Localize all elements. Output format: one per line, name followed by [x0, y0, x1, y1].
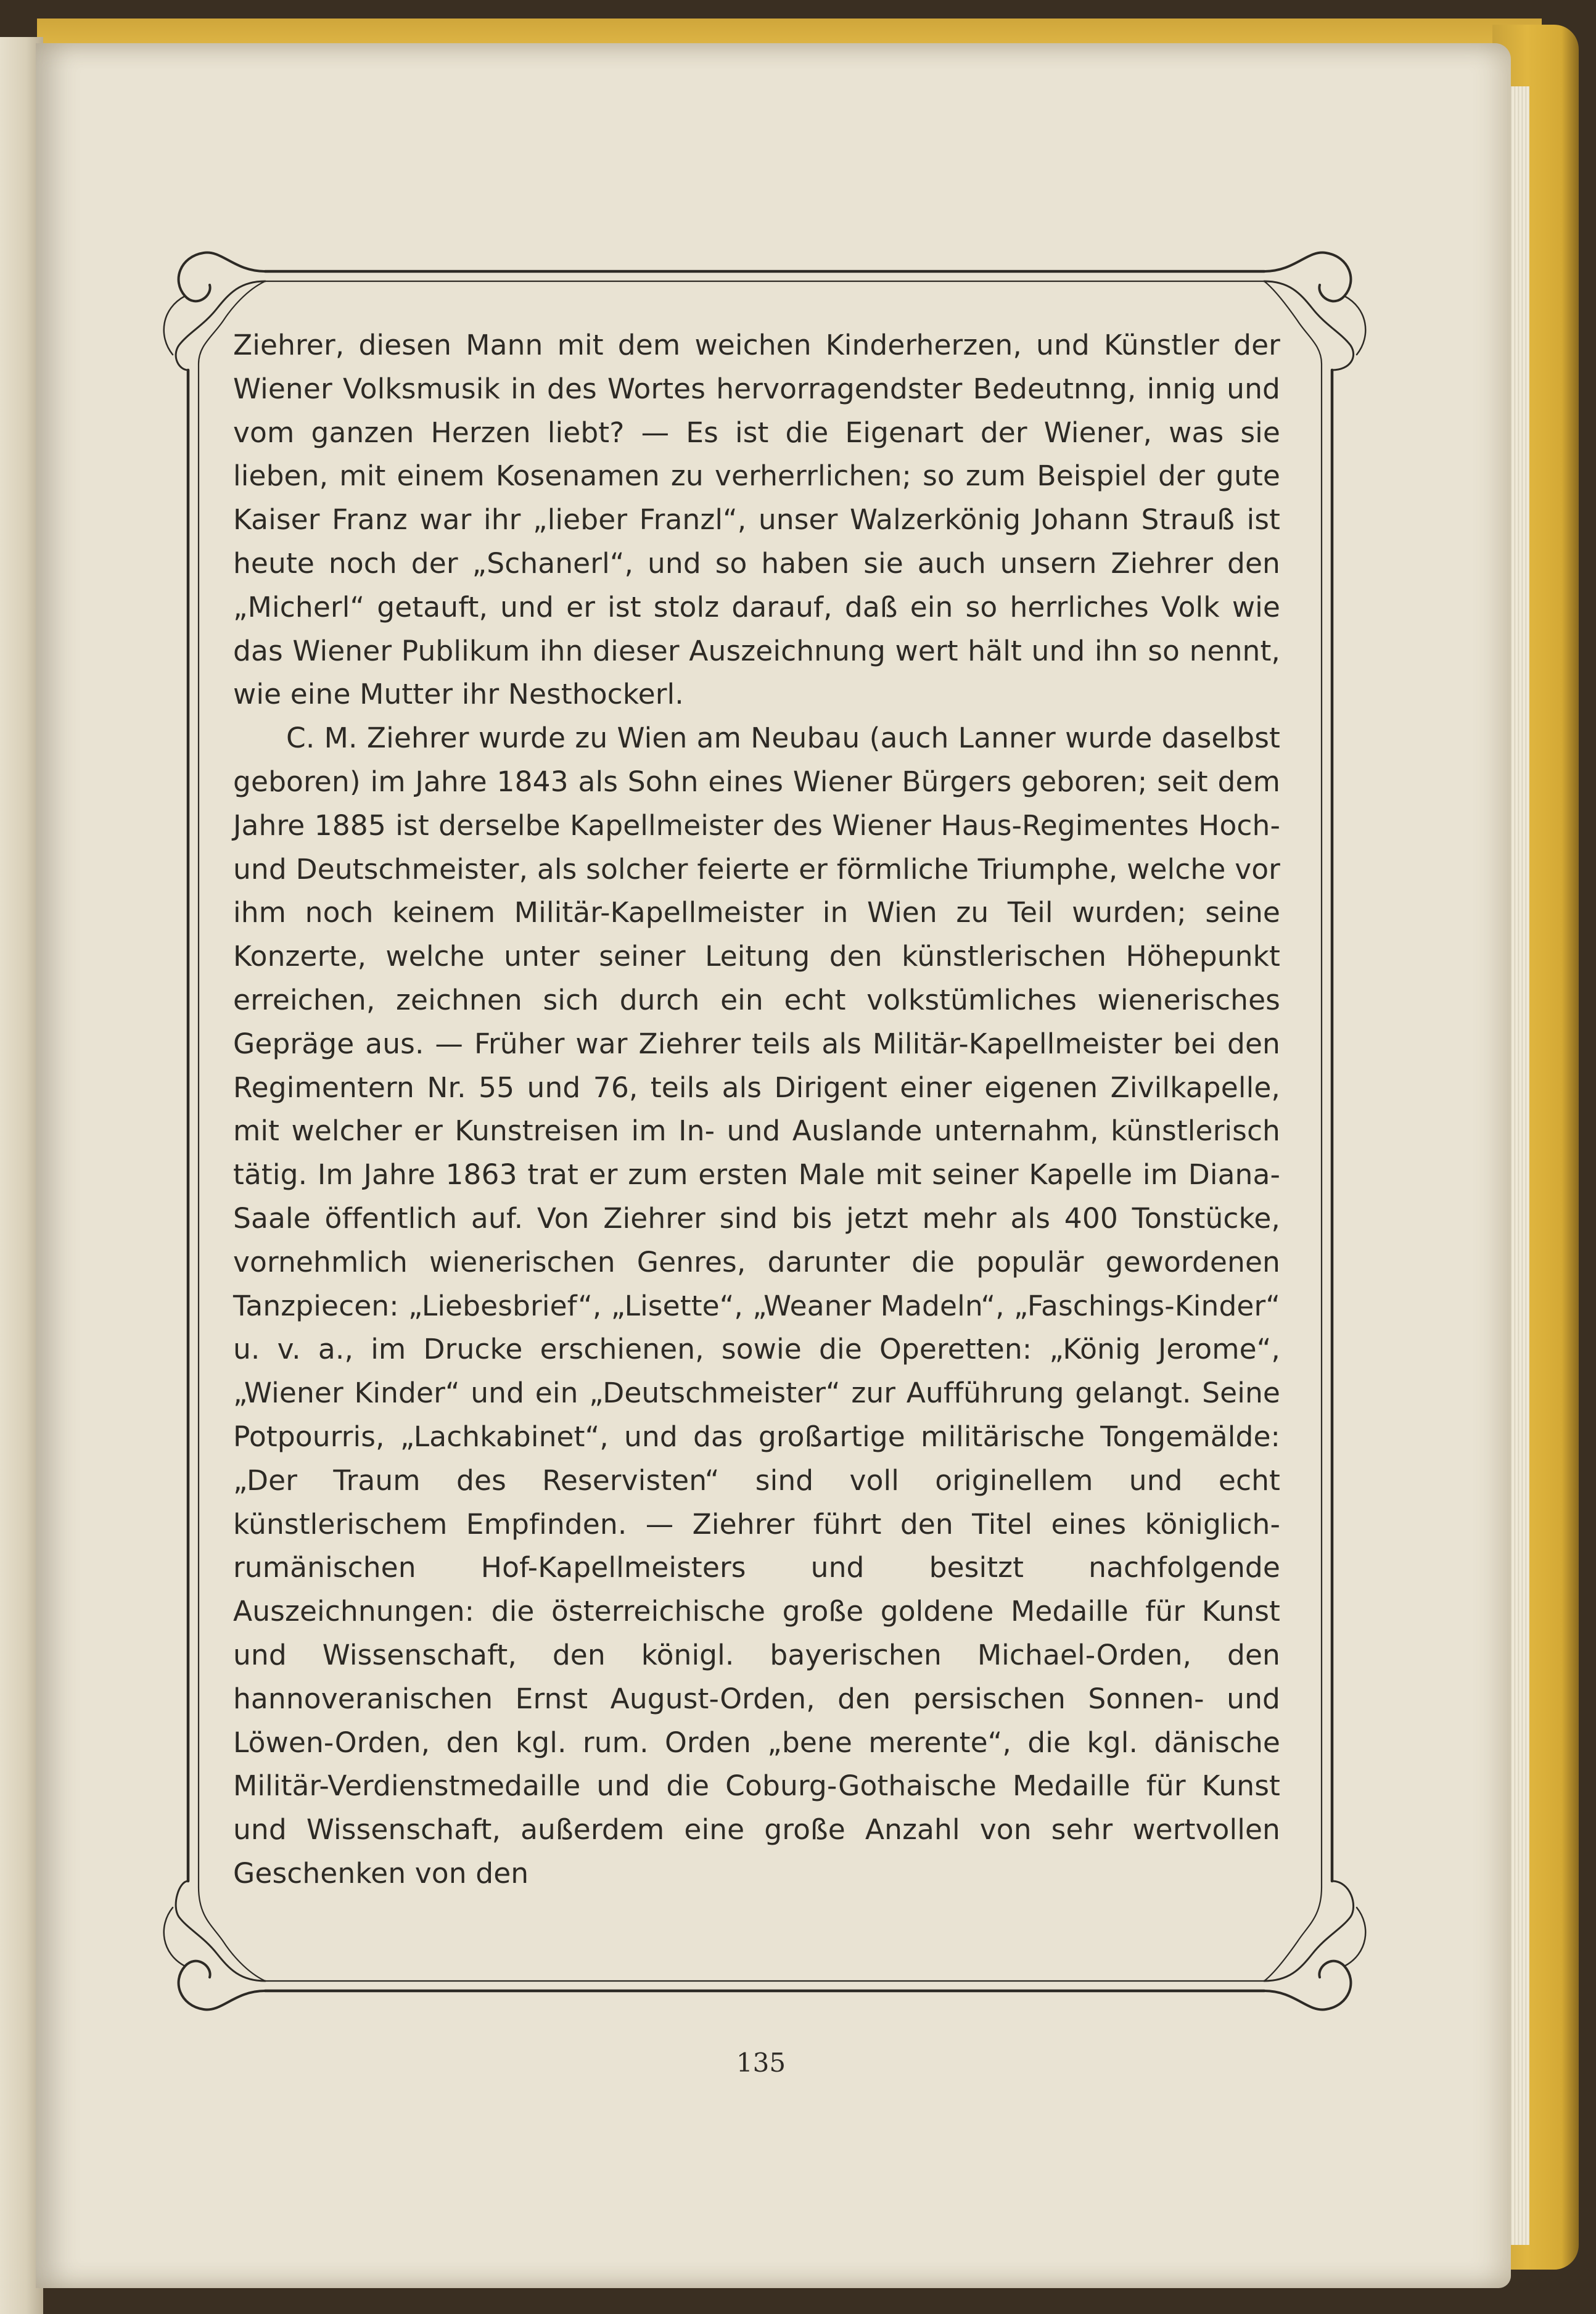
page-number: 135 — [736, 2048, 786, 2078]
paragraph: Ziehrer, diesen Mann mit dem weichen Kinderherzen, und Künstler der Wiener Volksmusik in des Wortes hervorragendster Bedeutnng, innig und vom ganzen Herzen liebt? — Es ist die Eigenart der Wiener, was sie lieben, mit einem Kosenamen zu verherrlichen; so zum Beispiel der gute Kaiser Franz war ihr „lieber Franzl“, unser Walzerkönig Johann Strauß ist heute noch der „Schanerl“, und so haben sie auch unsern Ziehrer den „Micherl“ getauft, und er ist stolz darauf, daß ein so herrliches Volk wie das Wiener Publikum ihn dieser Auszeichnung wert hält und ihn so nennt, wie eine Mutter ihr Nesthockerl. — [233, 329, 1280, 711]
paragraph: C. M. Ziehrer wurde zu Wien am Neubau (auch Lanner wurde daselbst geboren) im Jahre 1843 als Sohn eines Wiener Bürgers geboren; seit dem Jahre 1885 ist derselbe Kapellmeister des Wiener Haus-Regimentes Hoch- und Deutschmeister, als solcher feierte er förmliche Triumphe, welche vor ihm noch keinem Militär-Kapellmeister in Wien zu Teil wurden; seine Konzerte, welche unter seiner Leitung den künstlerischen Höhepunkt erreichen, zeichnen sich durch ein echt volkstümliches wienerisches Gepräge aus. — Früher war Ziehrer teils als Militär-Kapellmeister bei den Regimentern Nr. 55 und 76, teils als Dirigent einer eigenen Zivilkapelle, mit welcher er Kunstreisen im In- und Auslande unternahm, künstlerisch tätig. Im Jahre 1863 trat er zum ersten Male mit seiner Kapelle im Diana-Saale öffentlich auf. Von Ziehrer sind bis jetzt mehr als 400 Tonstücke, vornehmlich wienerischen Genres, darunter die populär gewordenen Tanzpiecen: „Liebesbrief“, „Lisette“, „Weaner Madeln“, „Faschings-Kinder“ u. v. a., im Drucke erschienen, sowie die Operetten: „König Jerome“, „Wiener Kinder“ und ein „Deutschmeister“ zur Aufführung gelangt. Seine Potpourris, „Lachkabinet“, und das großartige militärische Tongemälde: „Der Traum des Reservisten“ sind voll originellem und echt künstlerischem Empfinden. — Ziehrer führt den Titel eines königlich-rumänischen Hof-Kapellmeisters und besitzt nachfolgende Auszeichnungen: die österreichische große goldene Medaille für Kunst und Wissenschaft, den königl. bayerischen Michael-Orden, den hannoveranischen Ernst August-Orden, den persischen Sonnen- und Löwen-Orden, den kgl. rum. Orden „bene merente“, die kgl. dänische Militär-Verdienstmedaille und die Coburg-Gothaische Medaille für Kunst und Wissenschaft, außerdem eine große Anzahl von sehr wertvollen Geschenken von den — [233, 722, 1280, 1890]
body-text — [233, 324, 1280, 1896]
